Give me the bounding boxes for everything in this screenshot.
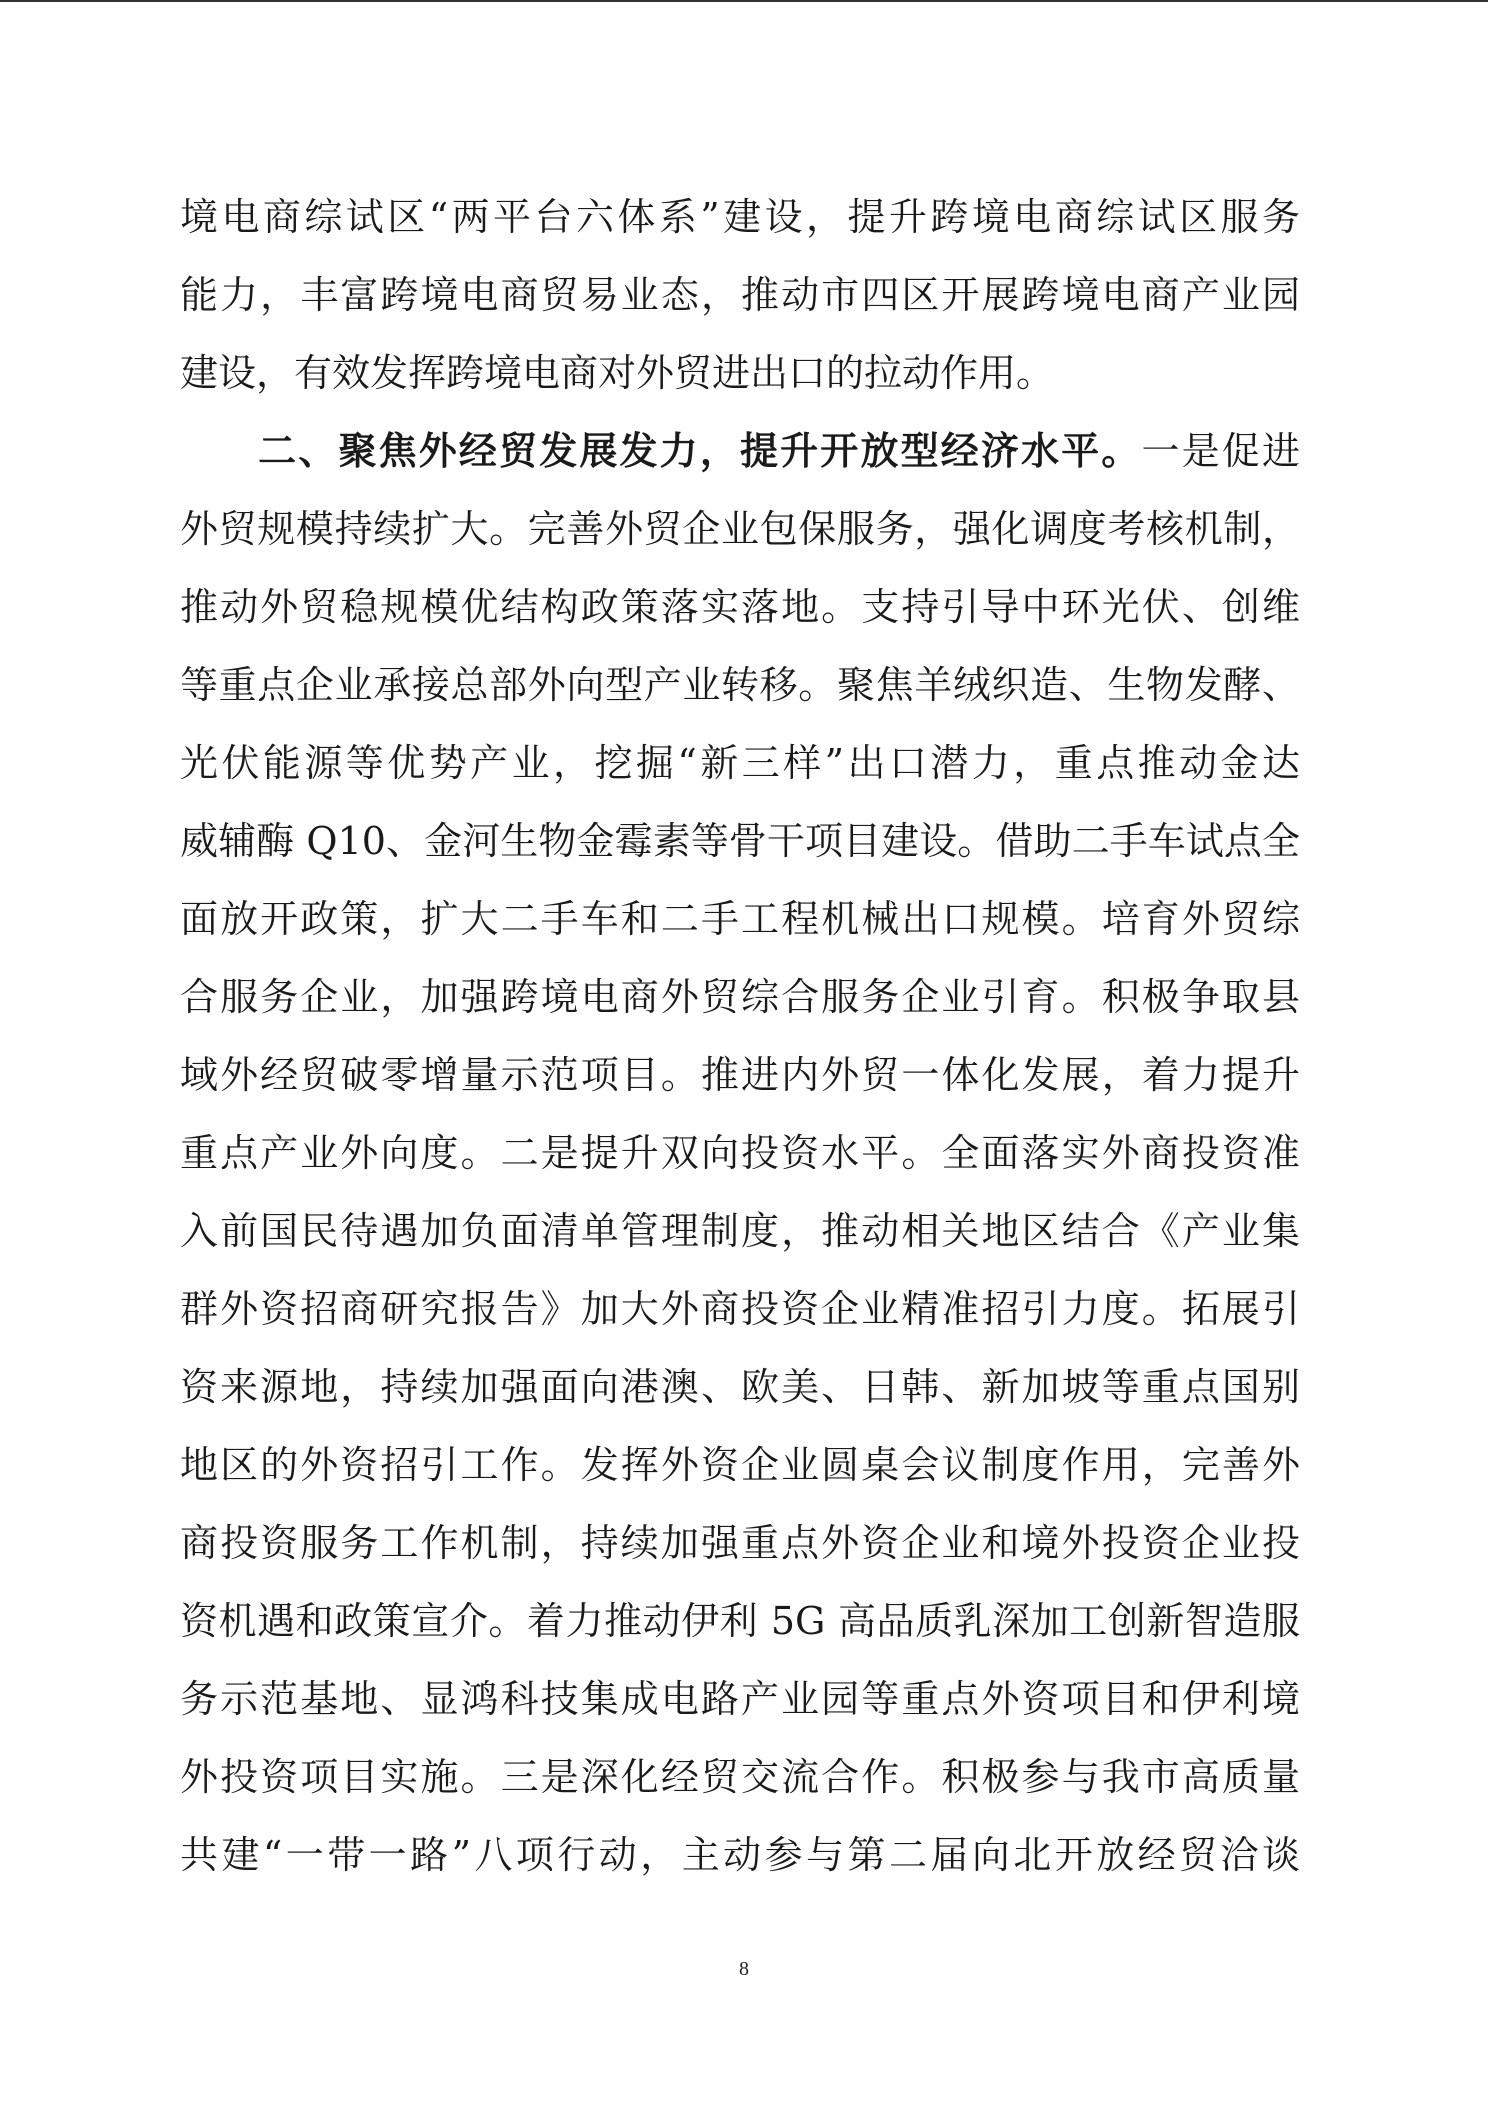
- page-number: 8: [739, 1958, 749, 1980]
- text-line: 合服务企业，加强跨境电商外贸综合服务企业引育。积极争取县: [180, 975, 1300, 1019]
- heading-tail-text: 一是促进: [1141, 429, 1300, 473]
- text-line: 能力，丰富跨境电商贸易业态，推动市四区开展跨境电商产业园: [180, 273, 1300, 317]
- text-line: 光伏能源等优势产业，挖掘“新三样”出口潜力，重点推动金达: [180, 741, 1300, 785]
- text-line: 建设，有效发挥跨境电商对外贸进出口的拉动作用。: [180, 351, 1055, 395]
- text-line: 共建“一带一路”八项行动，主动参与第二届向北开放经贸洽谈: [180, 1833, 1300, 1877]
- text-line: 重点产业外向度。二是提升双向投资水平。全面落实外商投资准: [180, 1131, 1300, 1175]
- text-line: 境电商综试区“两平台六体系”建设，提升跨境电商综试区服务: [180, 195, 1300, 239]
- text-line: 威辅酶 Q10、金河生物金霉素等骨干项目建设。借助二手车试点全: [180, 819, 1300, 863]
- text-line: 群外资招商研究报告》加大外商投资企业精准招引力度。拓展引: [180, 1287, 1300, 1331]
- text-line: 务示范基地、显鸿科技集成电路产业园等重点外资项目和伊利境: [180, 1677, 1300, 1721]
- text-line: 资机遇和政策宣介。着力推动伊利 5G 高品质乳深加工创新智造服: [180, 1599, 1300, 1643]
- top-border-rule: [0, 0, 1488, 2]
- section-heading: 二、聚焦外经贸发展发力，提升开放型经济水平。: [256, 429, 1142, 473]
- text-line: 等重点企业承接总部外向型产业转移。聚焦羊绒织造、生物发酵、: [180, 663, 1300, 707]
- document-body: [180, 178, 1300, 1894]
- text-line: 面放开政策，扩大二手车和二手工程机械出口规模。培育外贸综: [180, 897, 1300, 941]
- text-line: 外投资项目实施。三是深化经贸交流合作。积极参与我市高质量: [180, 1755, 1300, 1799]
- text-line: 外贸规模持续扩大。完善外贸企业包保服务，强化调度考核机制，: [180, 507, 1300, 551]
- section-heading-line: [180, 412, 1300, 490]
- text-line: 推动外贸稳规模优结构政策落实落地。支持引导中环光伏、创维: [180, 585, 1300, 629]
- text-line: 资来源地，持续加强面向港澳、欧美、日韩、新加坡等重点国别: [180, 1365, 1300, 1409]
- text-line: 域外经贸破零增量示范项目。推进内外贸一体化发展，着力提升: [180, 1053, 1300, 1097]
- text-line: 商投资服务工作机制，持续加强重点外资企业和境外投资企业投: [180, 1521, 1300, 1565]
- text-line: 入前国民待遇加负面清单管理制度，推动相关地区结合《产业集: [180, 1209, 1300, 1253]
- text-line: 地区的外资招引工作。发挥外资企业圆桌会议制度作用，完善外: [180, 1443, 1300, 1487]
